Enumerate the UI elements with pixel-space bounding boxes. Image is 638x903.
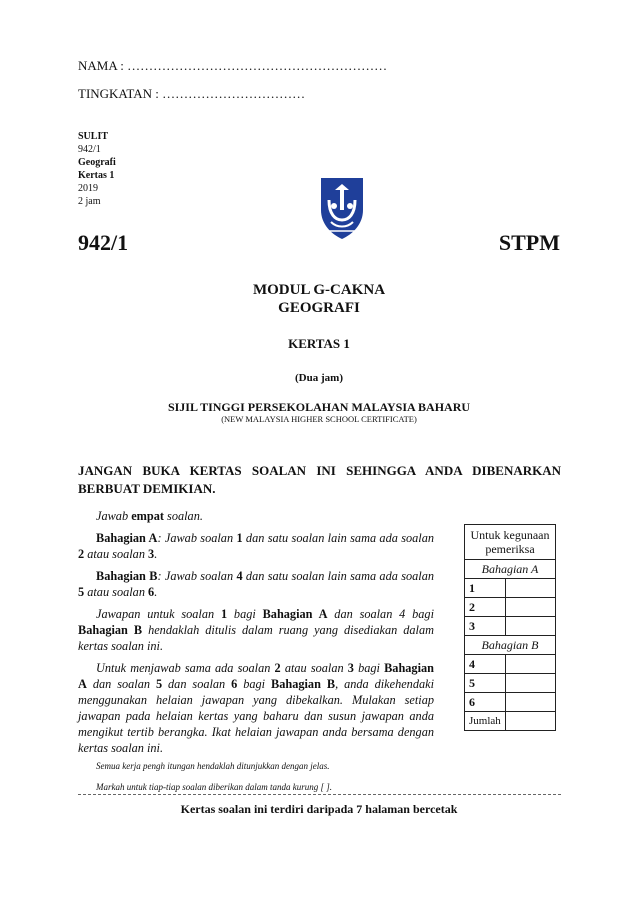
certificate-title: SIJIL TINGGI PERSEKOLAHAN MALAYSIA BAHARU	[167, 400, 471, 414]
paper-code: 942/1	[78, 144, 101, 155]
tingkatan-field: TINGKATAN : ……………………………	[78, 86, 306, 101]
subject-name: Geografi	[78, 157, 116, 168]
mark-cell	[505, 693, 555, 712]
mark-cell	[505, 598, 555, 617]
note-working: Semua kerja pengh itungan hendaklah ditunjukkan dengan jelas.	[96, 761, 330, 771]
mark-cell	[505, 579, 555, 598]
table-row: 3	[465, 617, 556, 636]
total-label: Jumlah	[465, 712, 506, 731]
module-title: MODUL G-CAKNA	[252, 282, 386, 298]
paper-title: KERTAS 1	[288, 336, 350, 351]
paper-year: 2019	[78, 183, 98, 194]
table-row	[465, 712, 556, 731]
instruction-2: Bahagian A: Jawab soalan 1 dan satu soalan lain sama ada soalan 2 atau soalan 3.	[78, 531, 435, 561]
table-row: 6	[465, 693, 556, 712]
table-row: 5	[465, 674, 556, 693]
instructions	[78, 508, 434, 794]
instruction-1: Jawab empat soalan.	[96, 509, 203, 523]
note-marks: Markah untuk tiap-tiap soalan diberikan dalam tanda kurung [ ].	[96, 782, 332, 792]
paper-duration: 2 jam	[78, 196, 101, 207]
subject-title: GEOGRAFI	[278, 300, 360, 316]
examiner-table-header: Untuk kegunaan pemeriksa	[465, 525, 556, 560]
instruction-3: Bahagian B: Jawab soalan 4 dan satu soalan lain sama ada soalan 5 atau soalan 6.	[78, 569, 435, 599]
exam-name: STPM	[498, 230, 560, 255]
mark-cell	[505, 617, 555, 636]
section-b-label: Bahagian B	[465, 636, 556, 655]
table-row: 1	[465, 579, 556, 598]
mark-cell	[505, 655, 555, 674]
page-count-footer: Kertas soalan ini terdiri daripada 7 halaman bercetak	[180, 802, 458, 816]
paper-code-big: 942/1	[78, 230, 129, 255]
instruction-4: Jawapan untuk soalan 1 bagi Bahagian A dan soalan 4 bagi Bahagian B hendaklah ditulis dalam ruang yang disediakan dalam kertas soalan ini.	[78, 607, 434, 653]
warning-line-1: JANGAN BUKA KERTAS SOALAN INI SEHINGGA ANDA DIBENARKAN	[78, 463, 561, 478]
examiner-table	[464, 524, 556, 731]
warning-text	[78, 462, 561, 498]
mark-cell	[505, 674, 555, 693]
warning-line-2: BERBUAT DEMIKIAN.	[78, 481, 216, 496]
instruction-5: Untuk menjawab sama ada soalan 2 atau soalan 3 bagi Bahagian A dan soalan 5 dan soalan 6 bagi Bahagian B, anda dikehendaki menggunakan helaian jawapan yang dibekalkan. Mulakan setiap jawapan pada helaian kertas yang baharu dan susun jawapan anda mengikut tertib berangka. Ikat helaian jawapan anda bersama dengan kertas soalan ini.	[78, 661, 435, 755]
table-row: 2	[465, 598, 556, 617]
jabatan-pendidikan-kelantan-logo	[319, 176, 365, 242]
certificate-title-en: (NEW MALAYSIA HIGHER SCHOOL CERTIFICATE)	[221, 414, 417, 424]
duration-text: (Dua jam)	[295, 372, 343, 384]
paper-name: Kertas 1	[78, 170, 115, 181]
total-cell	[505, 712, 555, 731]
logo-emblem-icon	[319, 176, 365, 242]
sulit-label: SULIT	[78, 131, 109, 142]
paper-meta	[78, 130, 116, 208]
table-row: 4	[465, 655, 556, 674]
divider	[78, 794, 561, 795]
nama-field: NAMA : ……………………………………………………	[78, 58, 388, 73]
section-a-label: Bahagian A	[465, 560, 556, 579]
